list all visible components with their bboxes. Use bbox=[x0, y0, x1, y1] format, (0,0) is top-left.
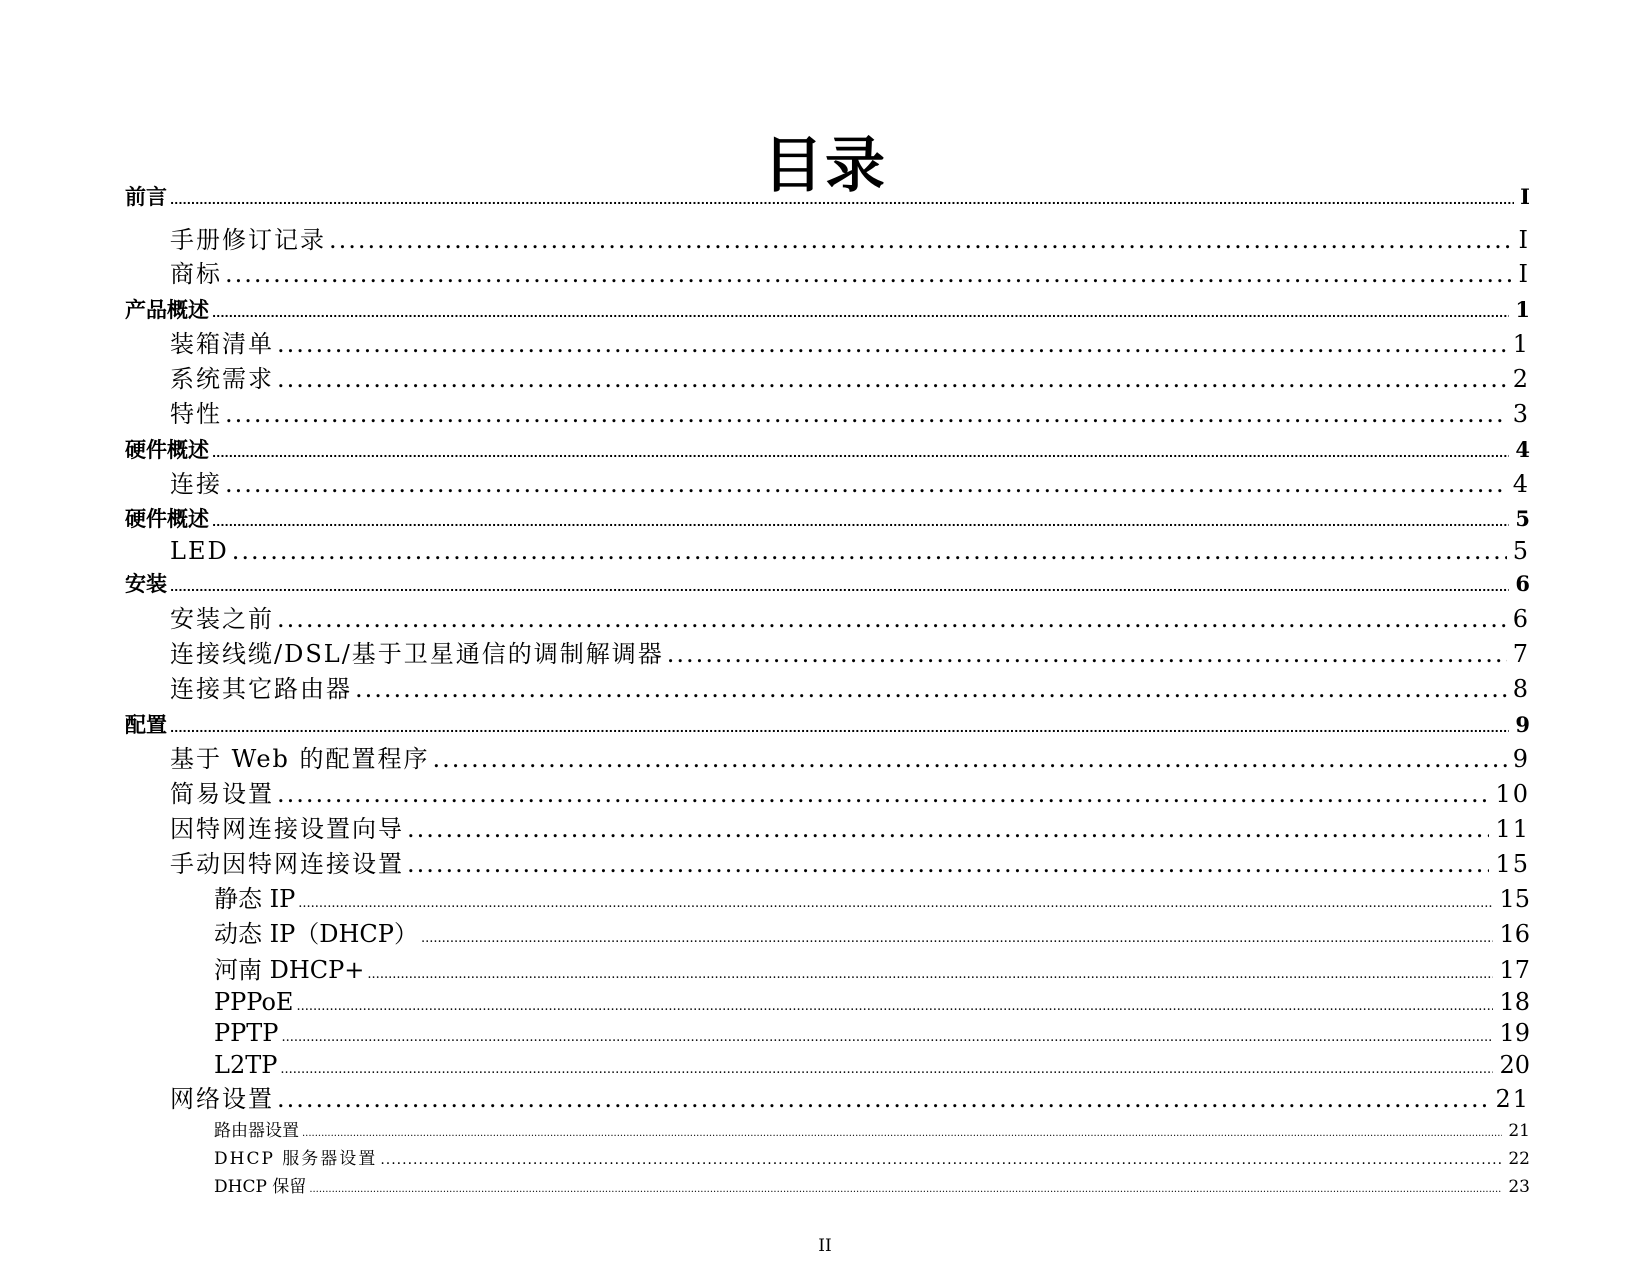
toc-entry-label: DHCP 服务器设置 bbox=[214, 1149, 378, 1169]
toc-entry-manual-revision[interactable] bbox=[170, 225, 1530, 255]
toc-entry-static-ip[interactable] bbox=[214, 884, 1530, 919]
toc-entry-label: 网络设置 bbox=[170, 1085, 274, 1113]
toc-entry-label: 连接 bbox=[170, 470, 222, 498]
toc-dot-leader bbox=[225, 259, 1513, 289]
toc-entry-page: 23 bbox=[1508, 1177, 1530, 1197]
toc-dot-leader bbox=[309, 1179, 1502, 1201]
toc-dot-leader bbox=[367, 960, 1493, 990]
toc-entry-pptp[interactable] bbox=[214, 1018, 1530, 1053]
toc-entry-label: PPPoE bbox=[214, 988, 294, 1016]
toc-entry-page: 8 bbox=[1512, 675, 1530, 703]
toc-entry-page: 11 bbox=[1495, 815, 1530, 843]
toc-dot-leader bbox=[212, 441, 1509, 467]
toc-dot-leader bbox=[277, 779, 1489, 809]
toc-dot-leader bbox=[212, 510, 1509, 536]
toc-entry-page: 22 bbox=[1508, 1149, 1530, 1169]
toc-dot-leader bbox=[225, 399, 1507, 429]
toc-entry-hardware-overview-2[interactable] bbox=[125, 506, 1530, 536]
toc-entry-connect-modem[interactable] bbox=[170, 639, 1530, 669]
toc-entry-page: 21 bbox=[1495, 1085, 1530, 1113]
toc-entry-label: 装箱清单 bbox=[170, 330, 274, 358]
toc-entry-label: 连接线缆/DSL/基于卫星通信的调制解调器 bbox=[170, 640, 664, 668]
toc-entry-dynamic-ip[interactable] bbox=[214, 919, 1530, 954]
toc-entry-manual-internet-setup[interactable] bbox=[170, 849, 1530, 879]
toc-dot-leader bbox=[329, 225, 1513, 255]
toc-entry-label: 河南 DHCP+ bbox=[214, 956, 365, 984]
toc-entry-page: 16 bbox=[1499, 920, 1530, 948]
toc-entry-installation[interactable] bbox=[125, 571, 1530, 601]
toc-dot-leader bbox=[170, 188, 1514, 214]
toc-entry-label: 特性 bbox=[170, 400, 222, 428]
toc-entry-page: 17 bbox=[1499, 956, 1530, 984]
toc-entry-led[interactable] bbox=[170, 536, 1530, 566]
toc-entry-label: 硬件概述 bbox=[125, 438, 209, 462]
toc-entry-label: 手动因特网连接设置 bbox=[170, 850, 404, 878]
toc-entry-label: 前言 bbox=[125, 185, 167, 209]
toc-dot-leader bbox=[667, 639, 1507, 669]
toc-entry-page: I bbox=[1520, 184, 1530, 209]
toc-entry-page: 1 bbox=[1512, 330, 1530, 358]
toc-dot-leader bbox=[302, 1123, 1502, 1145]
toc-entry-label: 基于 Web 的配置程序 bbox=[170, 745, 430, 773]
toc-entry-features[interactable] bbox=[170, 399, 1530, 429]
toc-entry-label: 安装之前 bbox=[170, 605, 274, 633]
toc-entry-hardware-overview[interactable] bbox=[125, 437, 1530, 467]
toc-entry-network-settings[interactable] bbox=[170, 1084, 1530, 1114]
toc-entry-page: 7 bbox=[1512, 640, 1530, 668]
toc-entry-system-requirements[interactable] bbox=[170, 364, 1530, 394]
toc-entry-connect-other-router[interactable] bbox=[170, 674, 1530, 704]
toc-dot-leader bbox=[281, 1023, 1493, 1053]
toc-entry-label: L2TP bbox=[214, 1051, 278, 1079]
toc-entry-label: 动态 IP（DHCP） bbox=[214, 920, 418, 948]
toc-entry-label: 系统需求 bbox=[170, 365, 274, 393]
toc-entry-label: 配置 bbox=[125, 713, 167, 737]
toc-dot-leader bbox=[232, 536, 1507, 566]
toc-dot-leader bbox=[407, 849, 1489, 879]
toc-entry-label: 商标 bbox=[170, 260, 222, 288]
toc-dot-leader bbox=[280, 1055, 1493, 1085]
toc-entry-web-config[interactable] bbox=[170, 744, 1530, 774]
toc-entry-page: 6 bbox=[1515, 571, 1530, 596]
toc-entry-page: 4 bbox=[1512, 470, 1530, 498]
toc-entry-dhcp-server-settings[interactable] bbox=[214, 1148, 1530, 1171]
toc-entry-page: 10 bbox=[1495, 780, 1530, 808]
toc-entry-internet-wizard[interactable] bbox=[170, 814, 1530, 844]
toc-entry-preface[interactable] bbox=[125, 184, 1530, 214]
page-title: 目录 bbox=[763, 131, 887, 202]
toc-entry-label: 连接其它路由器 bbox=[170, 675, 352, 703]
toc-entry-label: LED bbox=[170, 537, 229, 565]
toc-dot-leader bbox=[277, 1084, 1489, 1114]
toc-dot-leader bbox=[170, 575, 1509, 601]
toc-entry-l2tp[interactable] bbox=[214, 1050, 1530, 1085]
toc-entry-page: 19 bbox=[1499, 1019, 1530, 1047]
toc-entry-label: 产品概述 bbox=[125, 298, 209, 322]
toc-entry-page: 3 bbox=[1512, 400, 1530, 428]
toc-dot-leader bbox=[433, 744, 1507, 774]
toc-dot-leader bbox=[170, 716, 1509, 742]
toc-dot-leader bbox=[380, 1149, 1502, 1171]
toc-entry-page: 1 bbox=[1515, 297, 1530, 322]
toc-dot-leader bbox=[212, 301, 1509, 327]
toc-dot-leader bbox=[298, 889, 1493, 919]
toc-entry-router-settings[interactable] bbox=[214, 1120, 1530, 1145]
toc-entry-page: 21 bbox=[1508, 1121, 1530, 1141]
toc-entry-connections[interactable] bbox=[170, 469, 1530, 499]
toc-entry-label: 因特网连接设置向导 bbox=[170, 815, 404, 843]
toc-dot-leader bbox=[277, 604, 1507, 634]
toc-entry-page: 18 bbox=[1499, 988, 1530, 1016]
toc-entry-page: I bbox=[1518, 260, 1530, 288]
toc-entry-label: DHCP 保留 bbox=[214, 1177, 307, 1197]
toc-entry-page: 5 bbox=[1512, 537, 1530, 565]
toc-entry-page: 5 bbox=[1515, 506, 1530, 531]
toc-entry-label: 硬件概述 bbox=[125, 507, 209, 531]
toc-entry-pppoe[interactable] bbox=[214, 987, 1530, 1022]
toc-entry-page: 4 bbox=[1515, 437, 1530, 462]
toc-entry-label: PPTP bbox=[214, 1019, 279, 1047]
toc-entry-page: 9 bbox=[1515, 712, 1530, 737]
toc-entry-product-overview[interactable] bbox=[125, 297, 1530, 327]
toc-entry-page: 20 bbox=[1499, 1051, 1530, 1079]
toc-entry-page: 15 bbox=[1495, 850, 1530, 878]
toc-entry-page: 15 bbox=[1499, 885, 1530, 913]
toc-entry-label: 路由器设置 bbox=[214, 1121, 299, 1141]
toc-dot-leader bbox=[277, 364, 1507, 394]
toc-entry-page: 9 bbox=[1512, 745, 1530, 773]
toc-entry-henan-dhcp[interactable] bbox=[214, 955, 1530, 990]
toc-dot-leader bbox=[355, 674, 1507, 704]
toc-entry-dhcp-reservation[interactable] bbox=[214, 1176, 1530, 1201]
toc-dot-leader bbox=[407, 814, 1489, 844]
toc-entry-label: 简易设置 bbox=[170, 780, 274, 808]
toc-entry-before-install[interactable] bbox=[170, 604, 1530, 634]
toc-entry-easy-setup[interactable] bbox=[170, 779, 1530, 809]
toc-dot-leader bbox=[421, 924, 1494, 954]
toc-entry-label: 安装 bbox=[125, 572, 167, 596]
toc-entry-page: I bbox=[1518, 226, 1530, 254]
toc-entry-label: 静态 IP bbox=[214, 885, 296, 913]
toc-entry-configuration[interactable] bbox=[125, 712, 1530, 742]
toc-dot-leader bbox=[225, 469, 1507, 499]
page-number: II bbox=[818, 1236, 832, 1256]
toc-entry-label: 手册修订记录 bbox=[170, 226, 326, 254]
toc-entry-page: 6 bbox=[1512, 605, 1530, 633]
toc-dot-leader bbox=[277, 329, 1507, 359]
toc-entry-page: 2 bbox=[1512, 365, 1530, 393]
toc-entry-package-contents[interactable] bbox=[170, 329, 1530, 359]
toc-entry-trademark[interactable] bbox=[170, 259, 1530, 289]
